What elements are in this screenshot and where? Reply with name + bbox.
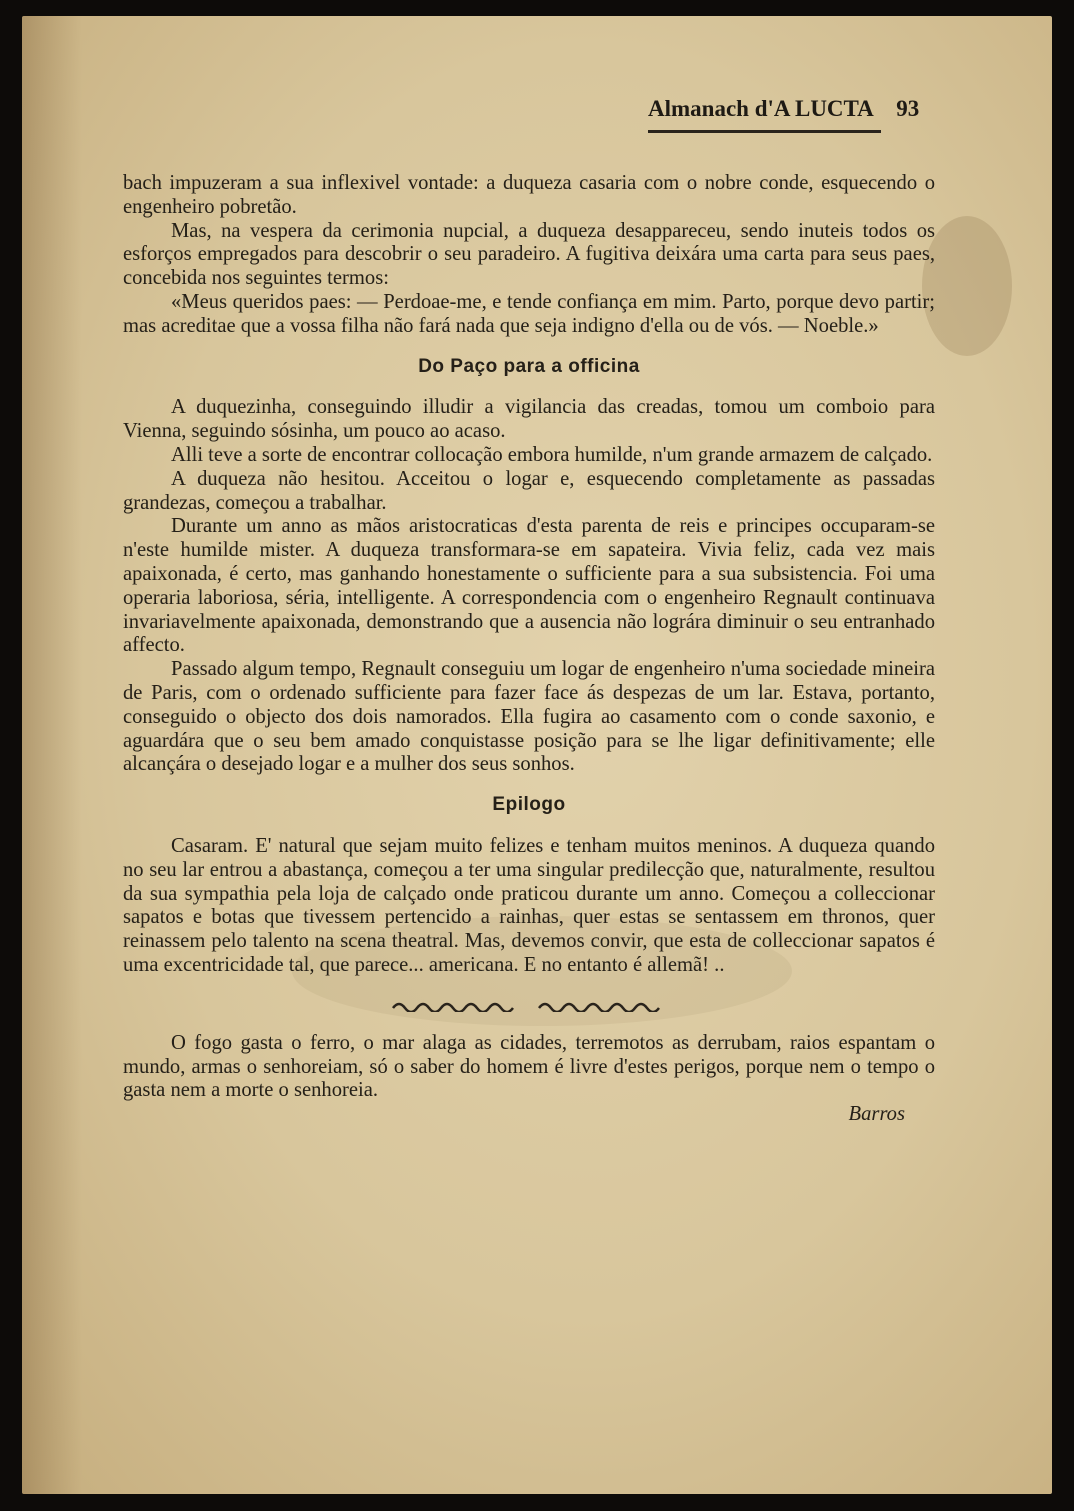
paper-stain [922, 216, 1012, 356]
paragraph: A duqueza não hesitou. Acceitou o logar e, esquecendo completamente as passadas grandezas, começou a trabalhar. [123, 467, 935, 514]
paragraph: Mas, na vespera da cerimonia nupcial, a duqueza desappareceu, sendo inuteis todos os esforços empregados para descobrir o seu paradeiro. A fugitiva deixára uma carta para seus paes, concebida nos seguintes termos: [123, 219, 935, 290]
quote-author: Barros [848, 1103, 905, 1126]
letter-paragraph: «Meus queridos paes: — Perdoae-me, e tende confiança em mim. Parto, porque devo partir; mas acreditae que a vossa filha não fará nada que seja indigno d'ella ou de vós. — Noeble.» [123, 290, 935, 337]
paragraph: Casaram. E' natural que sejam muito felizes e tenham muitos meninos. A duqueza quando no seu lar entrou a abastança, começou a ter uma singular predilecção que, naturalmente, resultou da sua sympathia pela loja de calçado onde praticou durante um anno. Começou a colleccionar sapatos e botas que tivessem pertencido a rainhas, quer estas se sentassem em thronos, quer reinassem pelo talento na scena theatral. Mas, devemos convir, que esta de colleccionar sapatos é uma excentricidade tal, que parece... americana. E no entanto é allemã! .. [123, 834, 935, 976]
quote-paragraph: O fogo gasta o ferro, o mar alaga as cidades, terremotos as derrubam, raios espantam o mundo, armas o senhoreiam, só o saber do homem é livre d'estes perigos, porque nem o tempo o gasta nem a morte o senhoreia. [123, 1031, 935, 1102]
ornament-divider [123, 998, 935, 1018]
paragraph: Passado algum tempo, Regnault conseguiu um logar de engenheiro n'uma sociedade mineira de Paris, com o ordenado sufficiente para fazer face ás despezas de um lar. Estava, portanto, conseguido o objecto dos dois namorados. Ella fugira ao casamento com o conde saxonio, e aguardára que o seu bem amado conquistasse posição para se lhe ligar definitivamente; elle alcançára o desejado logar e a mulher dos seus sonhos. [123, 658, 935, 776]
almanac-title: Almanach d'A LUCTA [648, 96, 873, 121]
paragraph: Durante um anno as mãos aristocraticas d'esta parenta de reis e principes occuparam-se n'este humilde mister. A duqueza transformara-se em sapateira. Vivia feliz, cada vez mais apaixonada, é certo, mas ganhando honestamente o sufficiente para a sua subsistencia. Foi uma operaria laboriosa, séria, intelligente. A correspondencia com o engenheiro Regnault continuava invariavelmente apaixonada, demonstrando que a ausencia não lográra diminuir o seu entranhado affecto. [123, 515, 935, 657]
running-header [648, 96, 919, 122]
wave-ornament-icon [537, 998, 667, 1012]
article-body [123, 172, 935, 1127]
book-page [22, 16, 1052, 1494]
header-rule [648, 130, 881, 133]
paragraph: Alli teve a sorte de encontrar collocação embora humilde, n'um grande armazem de calçado. [171, 443, 933, 466]
paragraph: A duquezinha, conseguindo illudir a vigilancia das creadas, tomou um comboio para Vienna, seguindo sósinha, um pouco ao acaso. [123, 396, 935, 443]
section-title: Epilogo [492, 794, 566, 816]
wave-ornament-icon [391, 998, 521, 1012]
page-number: 93 [896, 96, 920, 121]
paragraph: bach impuzeram a sua inflexivel vontade: a duqueza casaria com o nobre conde, esquecendo o engenheiro pobretão. [123, 172, 935, 218]
section-title: Do Paço para a officina [418, 355, 640, 377]
